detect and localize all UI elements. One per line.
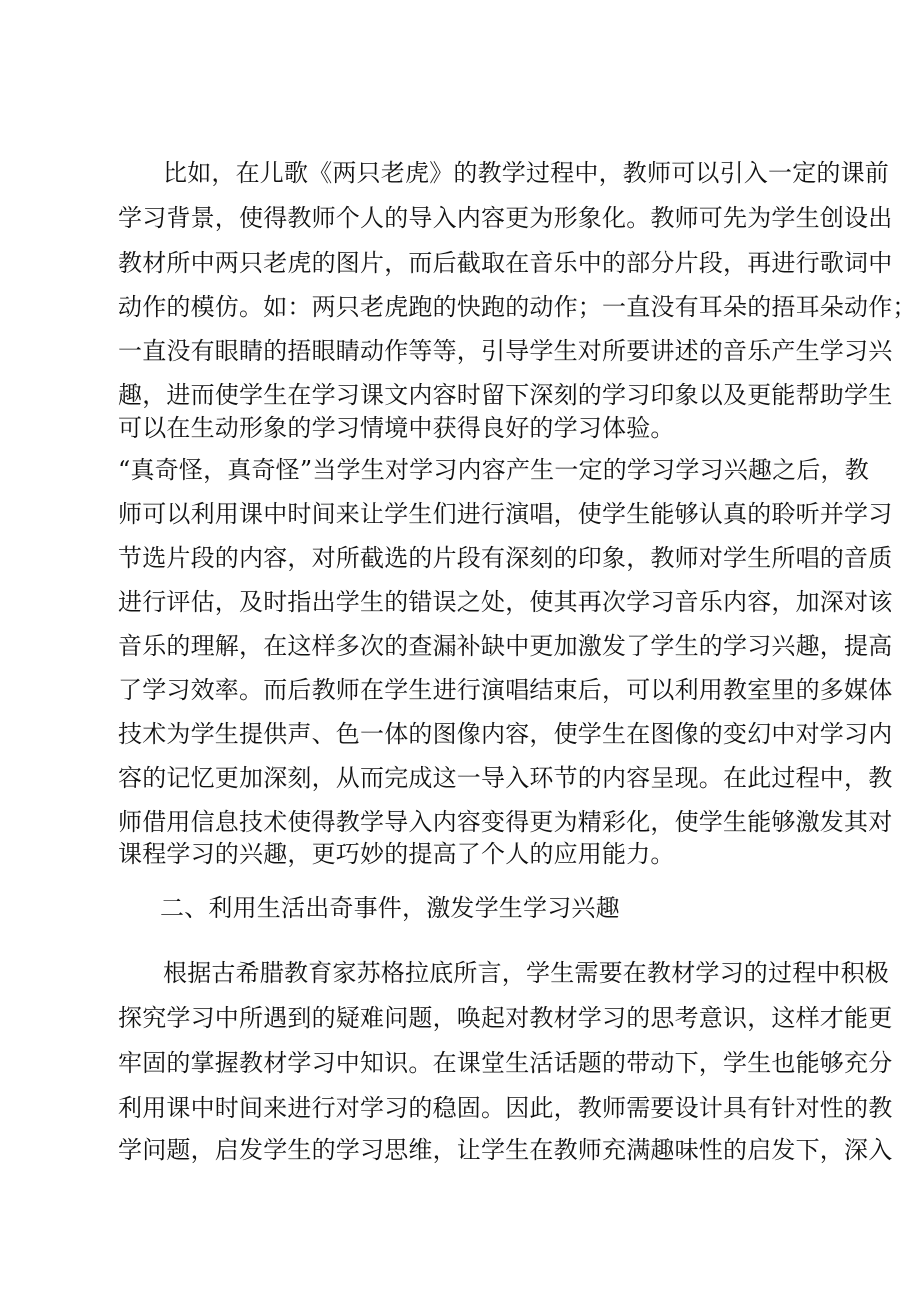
paragraph-2-line: 音乐的理解，在这样多次的查漏补缺中更加激发了学生的学习兴趣，提高 (118, 632, 893, 660)
paragraph-3-line: 根据古希腊教育家苏格拉底所言，学生需要在教材学习的过程中积极 (163, 959, 889, 987)
paragraph-3-line: 利用课中时间来进行对学习的稳固。因此，教师需要设计具有针对性的教 (118, 1094, 893, 1122)
paragraph-3-line: 牢固的掌握教材学习中知识。在课堂生活话题的带动下，学生也能够充分 (118, 1049, 893, 1077)
paragraph-1-line: 一直没有眼睛的捂眼睛动作等等，引导学生对所要讲述的音乐产生学习兴 (118, 337, 893, 365)
paragraph-1-line: 教材所中两只老虎的图片，而后截取在音乐中的部分片段，再进行歌词中 (118, 249, 893, 277)
paragraph-2-line: 节选片段的内容，对所截选的片段有深刻的印象，教师对学生所唱的音质 (118, 544, 893, 572)
paragraph-1-line: 可以在生动形象的学习情境中获得良好的学习体验。 (118, 414, 675, 442)
paragraph-1-line: 动作的模仿。如：两只老虎跑的快跑的动作；一直没有耳朵的捂耳朵动作； (118, 293, 917, 321)
paragraph-2-line: 容的记忆更加深刻，从而完成这一导入环节的内容呈现。在此过程中，教 (118, 764, 893, 792)
paragraph-2-line: 了学习效率。而后教师在学生进行演唱结束后，可以利用教室里的多媒体 (118, 676, 893, 704)
paragraph-2-line: 技术为学生提供声、色一体的图像内容，使学生在图像的变幻中对学习内 (118, 720, 893, 748)
section-heading: 二、利用生活出奇事件，激发学生学习兴趣 (160, 894, 620, 922)
paragraph-2-line: 师借用信息技术使得教学导入内容变得更为精彩化，使学生能够激发其对 (118, 808, 893, 836)
paragraph-1-line: 比如，在儿歌《两只老虎》的教学过程中，教师可以引入一定的课前 (163, 159, 889, 187)
paragraph-2-line: “真奇怪，真奇怪”当学生对学习内容产生一定的学习学习兴趣之后，教 (118, 456, 869, 484)
paragraph-2-line: 师可以利用课中时间来让学生们进行演唱，使学生能够认真的聆听并学习 (118, 500, 893, 528)
paragraph-2-line: 课程学习的兴趣，更巧妙的提高了个人的应用能力。 (118, 840, 675, 868)
paragraph-3-line: 探究学习中所遇到的疑难问题，唤起对教材学习的思考意识，这样才能更 (118, 1004, 893, 1032)
paragraph-1-line: 趣，进而使学生在学习课文内容时留下深刻的学习印象以及更能帮助学生 (118, 381, 893, 409)
paragraph-3-line: 学问题，启发学生的学习思维，让学生在教师充满趣味性的启发下，深入 (118, 1136, 893, 1164)
paragraph-2-line: 进行评估，及时指出学生的错误之处，使其再次学习音乐内容，加深对该 (118, 588, 893, 616)
paragraph-1-line: 学习背景，使得教师个人的导入内容更为形象化。教师可先为学生创设出 (118, 204, 893, 232)
